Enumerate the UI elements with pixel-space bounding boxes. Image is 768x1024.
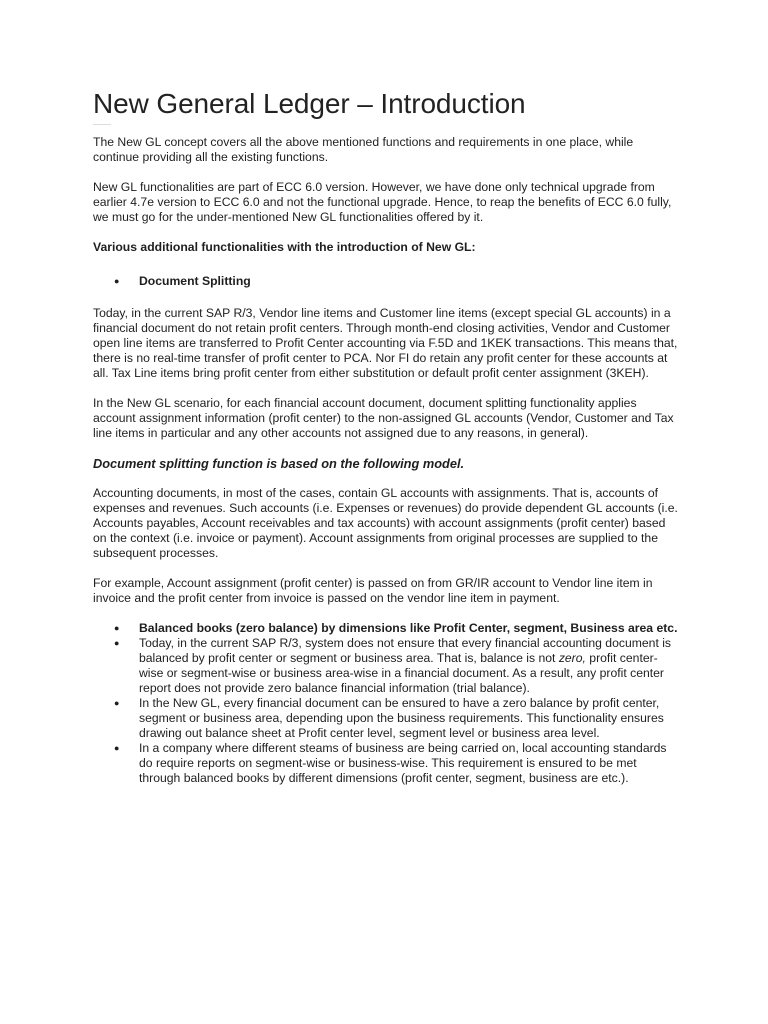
page-title: New General Ledger – Introduction — [93, 88, 526, 119]
heading-additional-functionalities: Various additional functionalities with the introduction of New GL: — [93, 240, 476, 254]
paragraph-ecc-upgrade: New GL functionalities are part of ECC 6.0 version. However, we have done only technical upgrade from earlier 4.7e version to ECC 6.0 and not the functional upgrade. Hence, to reap the benefits of ECC 6.0 fully, we must go for the under-mentioned New GL functionalities offered by it. — [93, 180, 672, 224]
bullet-list-balanced-books — [93, 621, 678, 786]
document-page — [93, 86, 678, 786]
paragraph-example: For example, Account assignment (profit center) is passed on from GR/IR account to Vendor line item in invoice and the profit center from invoice is passed on the vendor line item in payment. — [93, 576, 653, 605]
heading-splitting-model: Document splitting function is based on the following model. — [93, 456, 465, 471]
list-item-emphasis: zero, — [558, 651, 586, 665]
list-item-text: Document Splitting — [139, 274, 251, 288]
paragraph-current-sap: Today, in the current SAP R/3, Vendor line items and Customer line items (except special GL accounts) in a financial document do not retain profit centers. Through month-end closing activities, Vendor and Customer open line items are transferred to Profit Center accounting via F.5D and 1KEK transactions. This means that, there is no real-time transfer of profit center to PCA. Nor FI do retain any profit center for these accounts at all. Tax Line items bring profit center from either substitution or default profit center assignment (3KEH). — [93, 306, 678, 380]
title-divider — [93, 124, 111, 125]
list-item — [93, 621, 678, 636]
list-item — [93, 741, 678, 786]
list-item — [93, 696, 678, 741]
bullet-icon: ● — [114, 623, 120, 633]
list-item — [93, 636, 678, 696]
paragraph-accounting-documents: Accounting documents, in most of the cases, contain GL accounts with assignments. That is, accounts of expenses and revenues. Such accounts (i.e. Expenses or revenues) do provide dependent GL accounts (i.e. Accounts payables, Account receivables and tax accounts) with account assignments (profit center) based on the context (i.e. invoice or payment). Account assignments from original processes are supplied to the subsequent processes. — [93, 486, 678, 560]
bullet-icon: ● — [114, 743, 120, 753]
list-item — [93, 274, 678, 289]
list-item-text: In a company where different steams of business are being carried on, local accounting standards do require reports on segment-wise or business-wise. This requirement is ensured to be met through balanced books by different dimensions (profit center, segment, business are etc.). — [139, 741, 667, 785]
bullet-icon: ● — [114, 638, 120, 648]
bullet-icon: ● — [114, 276, 120, 286]
bullet-list-document-splitting — [93, 274, 678, 289]
list-item-text: Balanced books (zero balance) by dimensions like Profit Center, segment, Business area etc. — [139, 621, 678, 635]
paragraph-intro: The New GL concept covers all the above mentioned functions and requirements in one place, while continue providing all the existing functions. — [93, 135, 634, 164]
bullet-icon: ● — [114, 698, 120, 708]
list-item-text-before: Today, in the current SAP R/3, system does not ensure that every financial accounting document is balanced by profit center or segment or business area. That is, balance is not — [139, 636, 672, 665]
list-item-text-after: profit center-wise or segment-wise or business area-wise in a financial document. As a result, any profit center report does not provide zero balance financial information (trial balance). — [139, 651, 664, 695]
list-item-text: In the New GL, every financial document can be ensured to have a zero balance by profit center, segment or business area, depending upon the business requirements. This functionality ensures drawing out balance sheet at Profit center level, segment level or business area level. — [139, 696, 664, 740]
paragraph-new-gl-scenario: In the New GL scenario, for each financial account document, document splitting functionality applies account assignment information (profit center) to the non-assigned GL accounts (Vendor, Customer and Tax line items in particular and any other accounts not assigned due to any reasons, in general). — [93, 396, 674, 440]
